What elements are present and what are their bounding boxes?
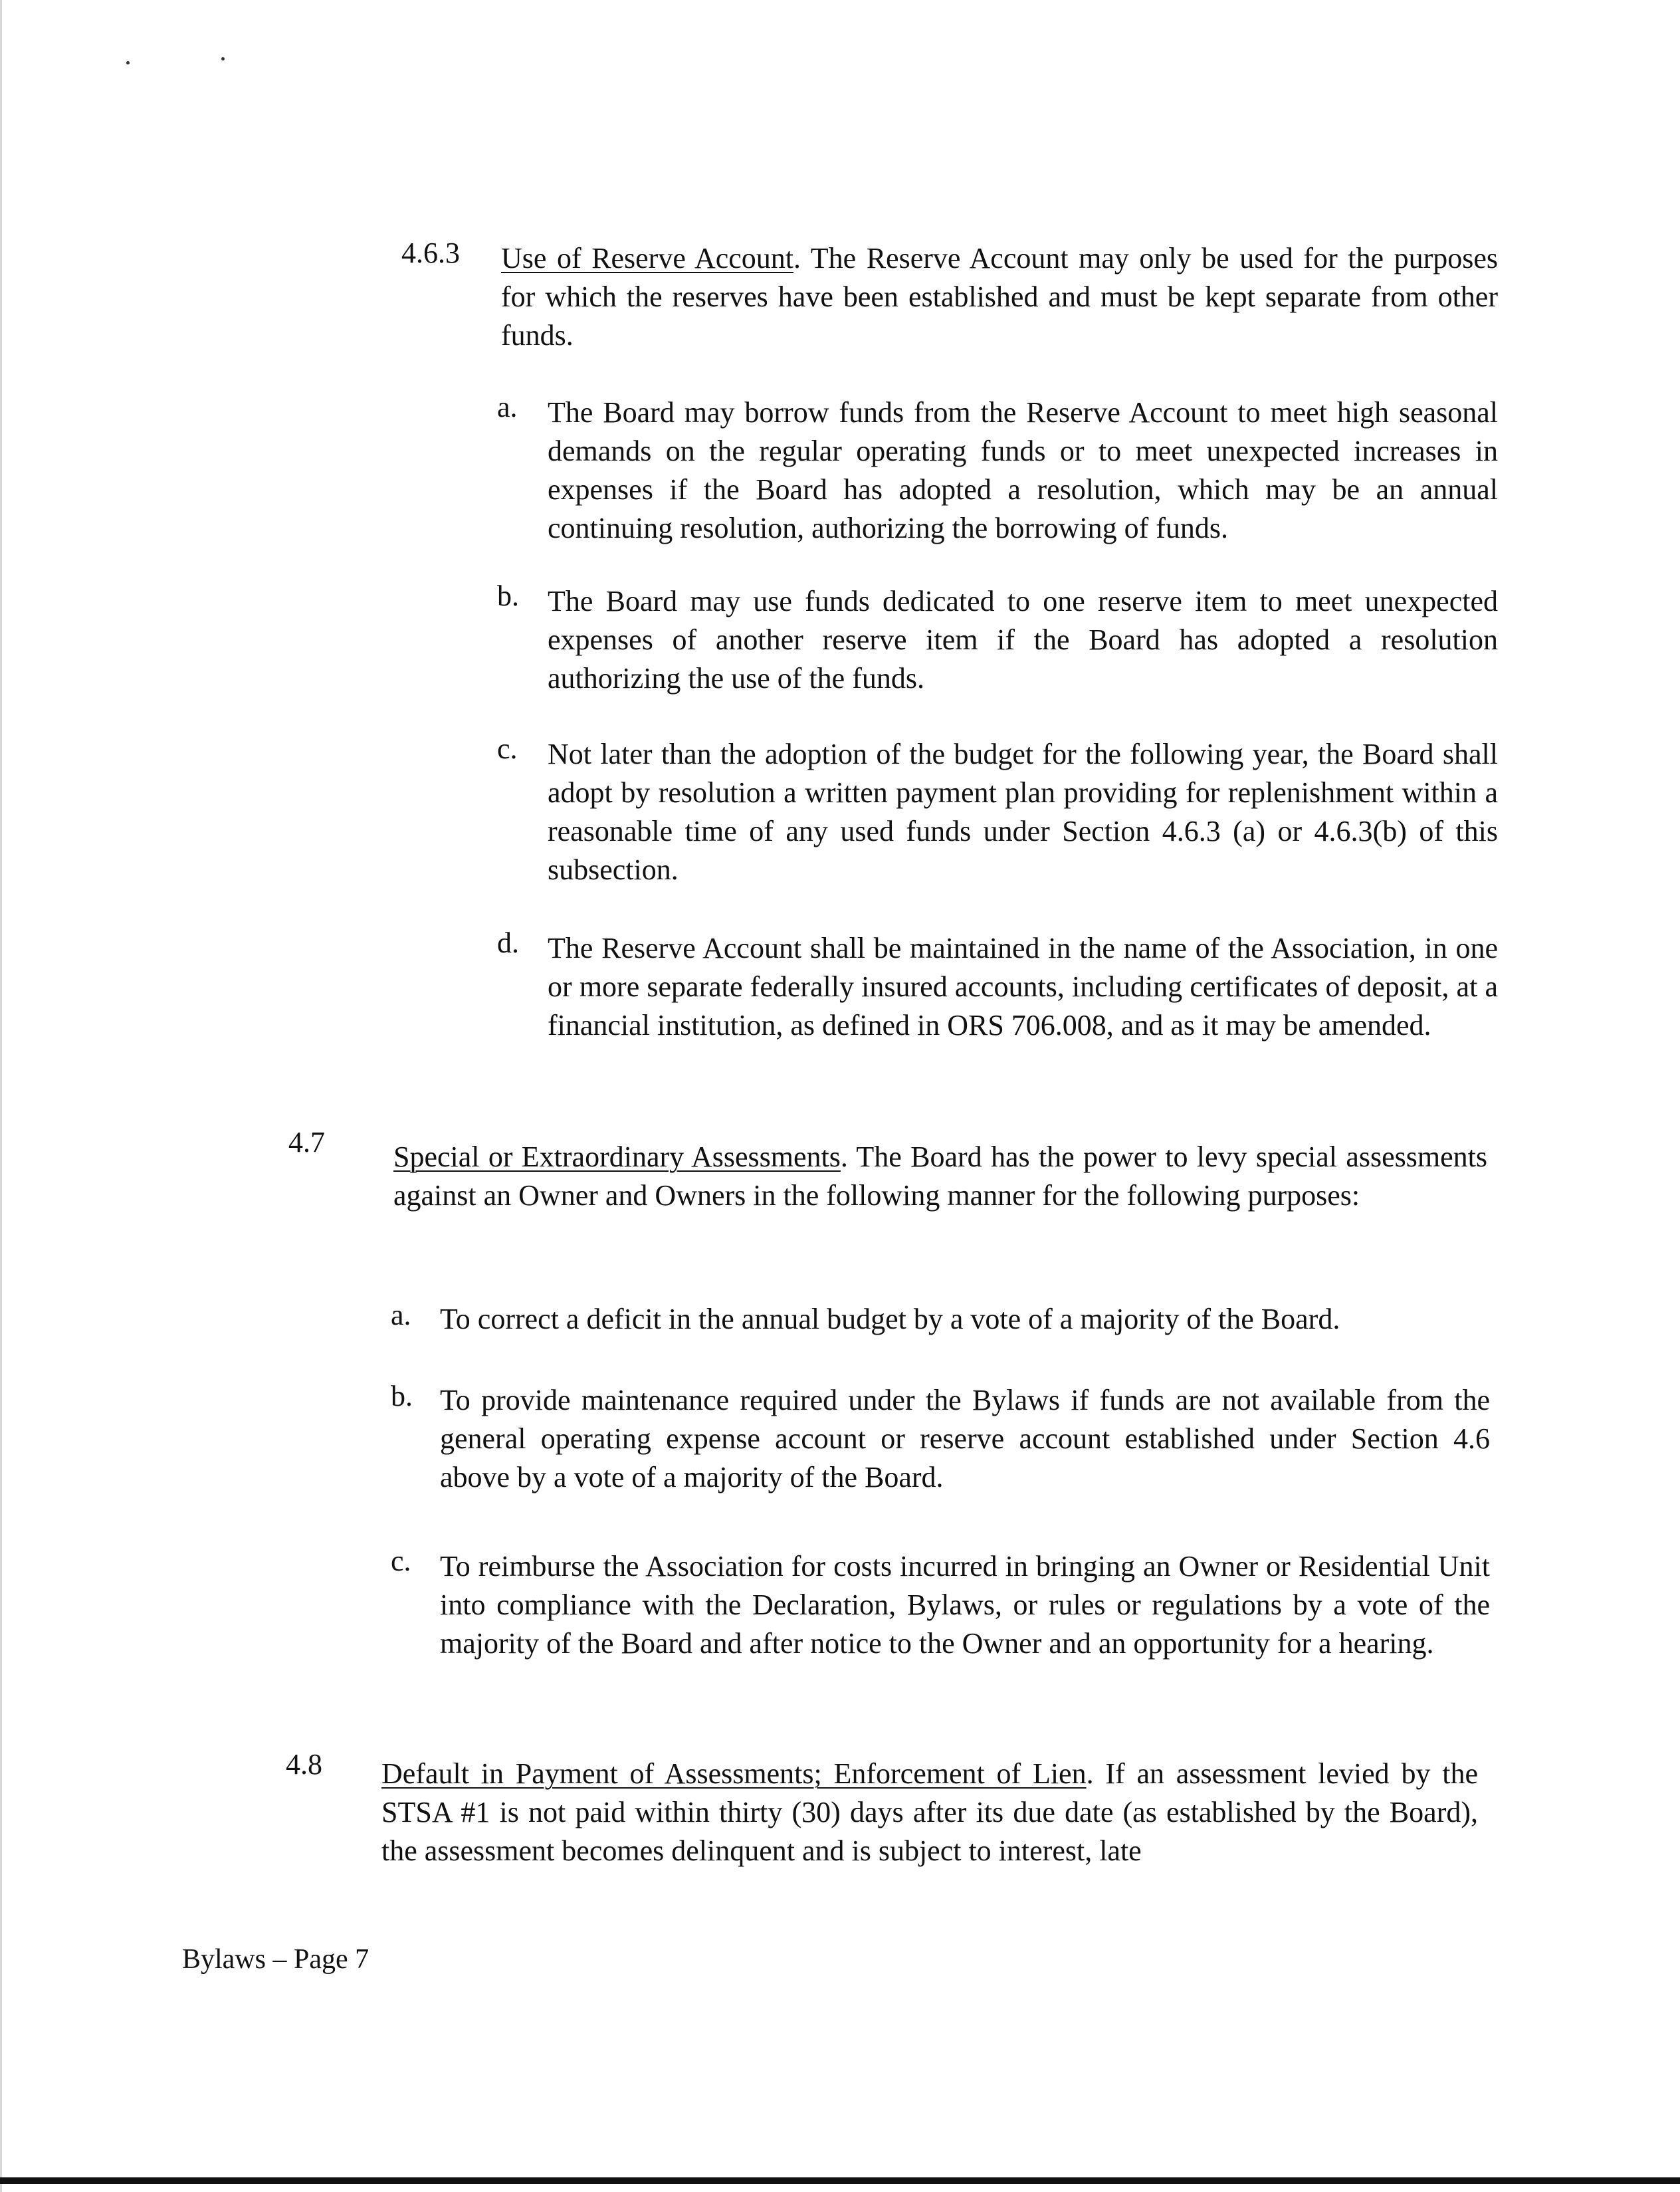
page-footer: Bylaws – Page 7 bbox=[182, 1944, 369, 1975]
list-item-4-6-3-b: The Board may use funds dedicated to one reserve item to meet unexpected expenses of another reserve item if the Board has adopted a resolution authorizing the use of the funds. bbox=[548, 585, 1498, 695]
list-letter: d. bbox=[497, 927, 519, 959]
list-letter: b. bbox=[391, 1380, 413, 1412]
scan-speck bbox=[221, 57, 225, 60]
section-heading: Special or Extraordinary Assessments bbox=[393, 1141, 841, 1173]
list-letter: a. bbox=[497, 391, 518, 423]
section-body: . If an assessment levied by the STSA #1 is not paid within thirty (30) days after its due date (as established by the Board), the assessment becomes delinquent and is subject to interest, late bbox=[381, 1757, 1478, 1867]
list-item-4-6-3-c: Not later than the adoption of the budget for the following year, the Board shall adopt by resolution a written payment plan providing for replenishment within a reasonable time of any used funds under Section 4.6.3 (a) or 4.6.3(b) of this subsection. bbox=[548, 738, 1498, 886]
section-heading: Default in Payment of Assessments; Enforcement of Lien bbox=[381, 1757, 1087, 1790]
list-letter: c. bbox=[391, 1545, 411, 1577]
list-item-4-7-b: To provide maintenance required under the Bylaws if funds are not available from the general operating expense account or reserve account established under Section 4.6 above by a vote of a majority of the Board. bbox=[440, 1384, 1490, 1493]
section-4-6-3-paragraph bbox=[501, 239, 1498, 355]
list-letter: c. bbox=[497, 732, 518, 765]
scan-edge bbox=[0, 0, 2, 2192]
section-4-8-paragraph bbox=[381, 1755, 1478, 1870]
list-letter: a. bbox=[391, 1299, 411, 1331]
scan-bottom-border bbox=[0, 2177, 1680, 2184]
section-number-4-8: 4.8 bbox=[286, 1748, 322, 1781]
list-item-4-6-3-a: The Board may borrow funds from the Reserve Account to meet high seasonal demands on the regular operating funds or to meet unexpected increases in expenses if the Board has adopted a resolution, which may be an annual continuing resolution, authorizing the borrowing of funds. bbox=[548, 396, 1498, 544]
section-body: . The Board has the power to levy special assessments against an Owner and Owners in the following manner for the following purposes: bbox=[393, 1141, 1487, 1212]
scan-speck bbox=[126, 61, 130, 64]
list-item-4-6-3-d: The Reserve Account shall be maintained in the name of the Association, in one or more separate federally insured accounts, including certificates of deposit, at a financial institution, as defined in ORS 706.008, and as it may be amended. bbox=[548, 932, 1498, 1041]
section-4-7-paragraph bbox=[393, 1138, 1487, 1215]
section-heading: Use of Reserve Account bbox=[501, 242, 794, 274]
list-item-4-7-a: To correct a deficit in the annual budget by a vote of a majority of the Board. bbox=[440, 1303, 1340, 1335]
section-number-4-6-3: 4.6.3 bbox=[401, 237, 460, 269]
list-item-4-7-c: To reimburse the Association for costs incurred in bringing an Owner or Residential Unit into compliance with the Declaration, Bylaws, or rules or regulations by a vote of the majority of the Board and after notice to the Owner and an opportunity for a hearing. bbox=[440, 1550, 1490, 1660]
list-letter: b. bbox=[497, 580, 519, 612]
section-number-4-7: 4.7 bbox=[288, 1126, 325, 1158]
section-body: . The Reserve Account may only be used for the purposes for which the reserves have been established and must be kept separate from other funds. bbox=[501, 242, 1498, 352]
